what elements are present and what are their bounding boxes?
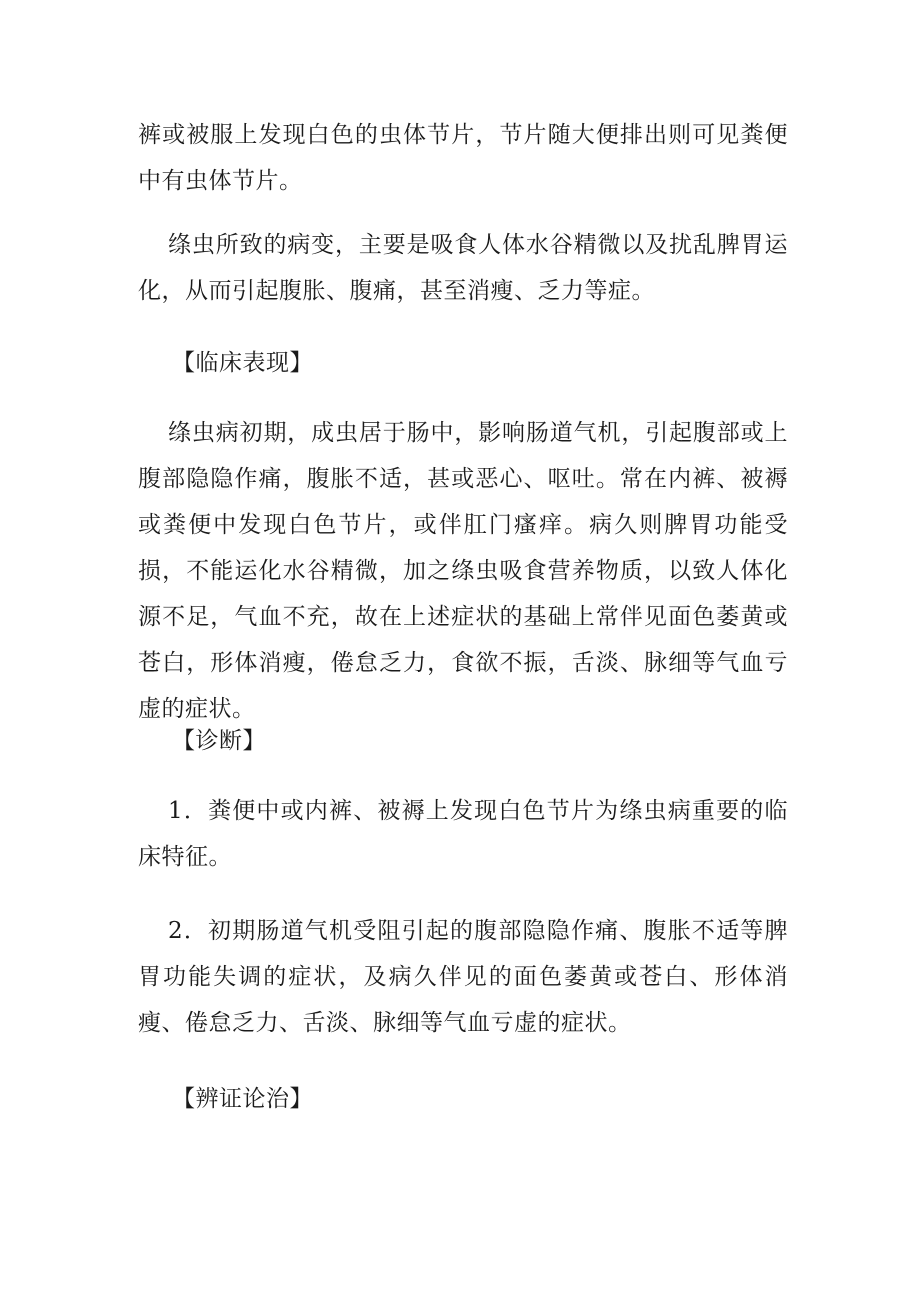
- paragraph-diagnosis-1: 1．粪便中或内裤、被褥上发现白色节片为绦虫病重要的临床特征。: [138, 798, 788, 870]
- heading-diagnosis: 【诊断】: [172, 728, 266, 754]
- heading-syndrome-differentiation: 【辨证论治】: [172, 1086, 313, 1112]
- paragraph-clinical-manifestations: 绦虫病初期，成虫居于肠中，影响肠道气机，引起腹部或上腹部隐隐作痛，腹胀不适，甚或恶心、呕吐。常在内裤、被褥或粪便中发现白色节片，或伴肛门瘙痒。病久则脾胃功能受损，不能运化水谷精微，加之绦虫吸食营养物质，以致人体化源不足，气血不充，故在上述症状的基础上常伴见面色萎黄或苍白，形体消瘦，倦怠乏力，食欲不振，舌淡、脉细等气血亏虚的症状。: [138, 420, 788, 722]
- paragraph-pathology: 绦虫所致的病变，主要是吸食人体水谷精微以及扰乱脾胃运化，从而引起腹胀、腹痛，甚至消瘦、乏力等症。: [138, 232, 788, 304]
- heading-clinical-manifestations: 【临床表现】: [172, 350, 313, 376]
- paragraph-continuation: 裤或被服上发现白色的虫体节片，节片随大便排出则可见粪便中有虫体节片。: [138, 122, 788, 194]
- paragraph-diagnosis-2: 2．初期肠道气机受阻引起的腹部隐隐作痛、腹胀不适等脾胃功能失调的症状，及病久伴见的面色萎黄或苍白、形体消瘦、倦怠乏力、舌淡、脉细等气血亏虚的症状。: [138, 918, 788, 1036]
